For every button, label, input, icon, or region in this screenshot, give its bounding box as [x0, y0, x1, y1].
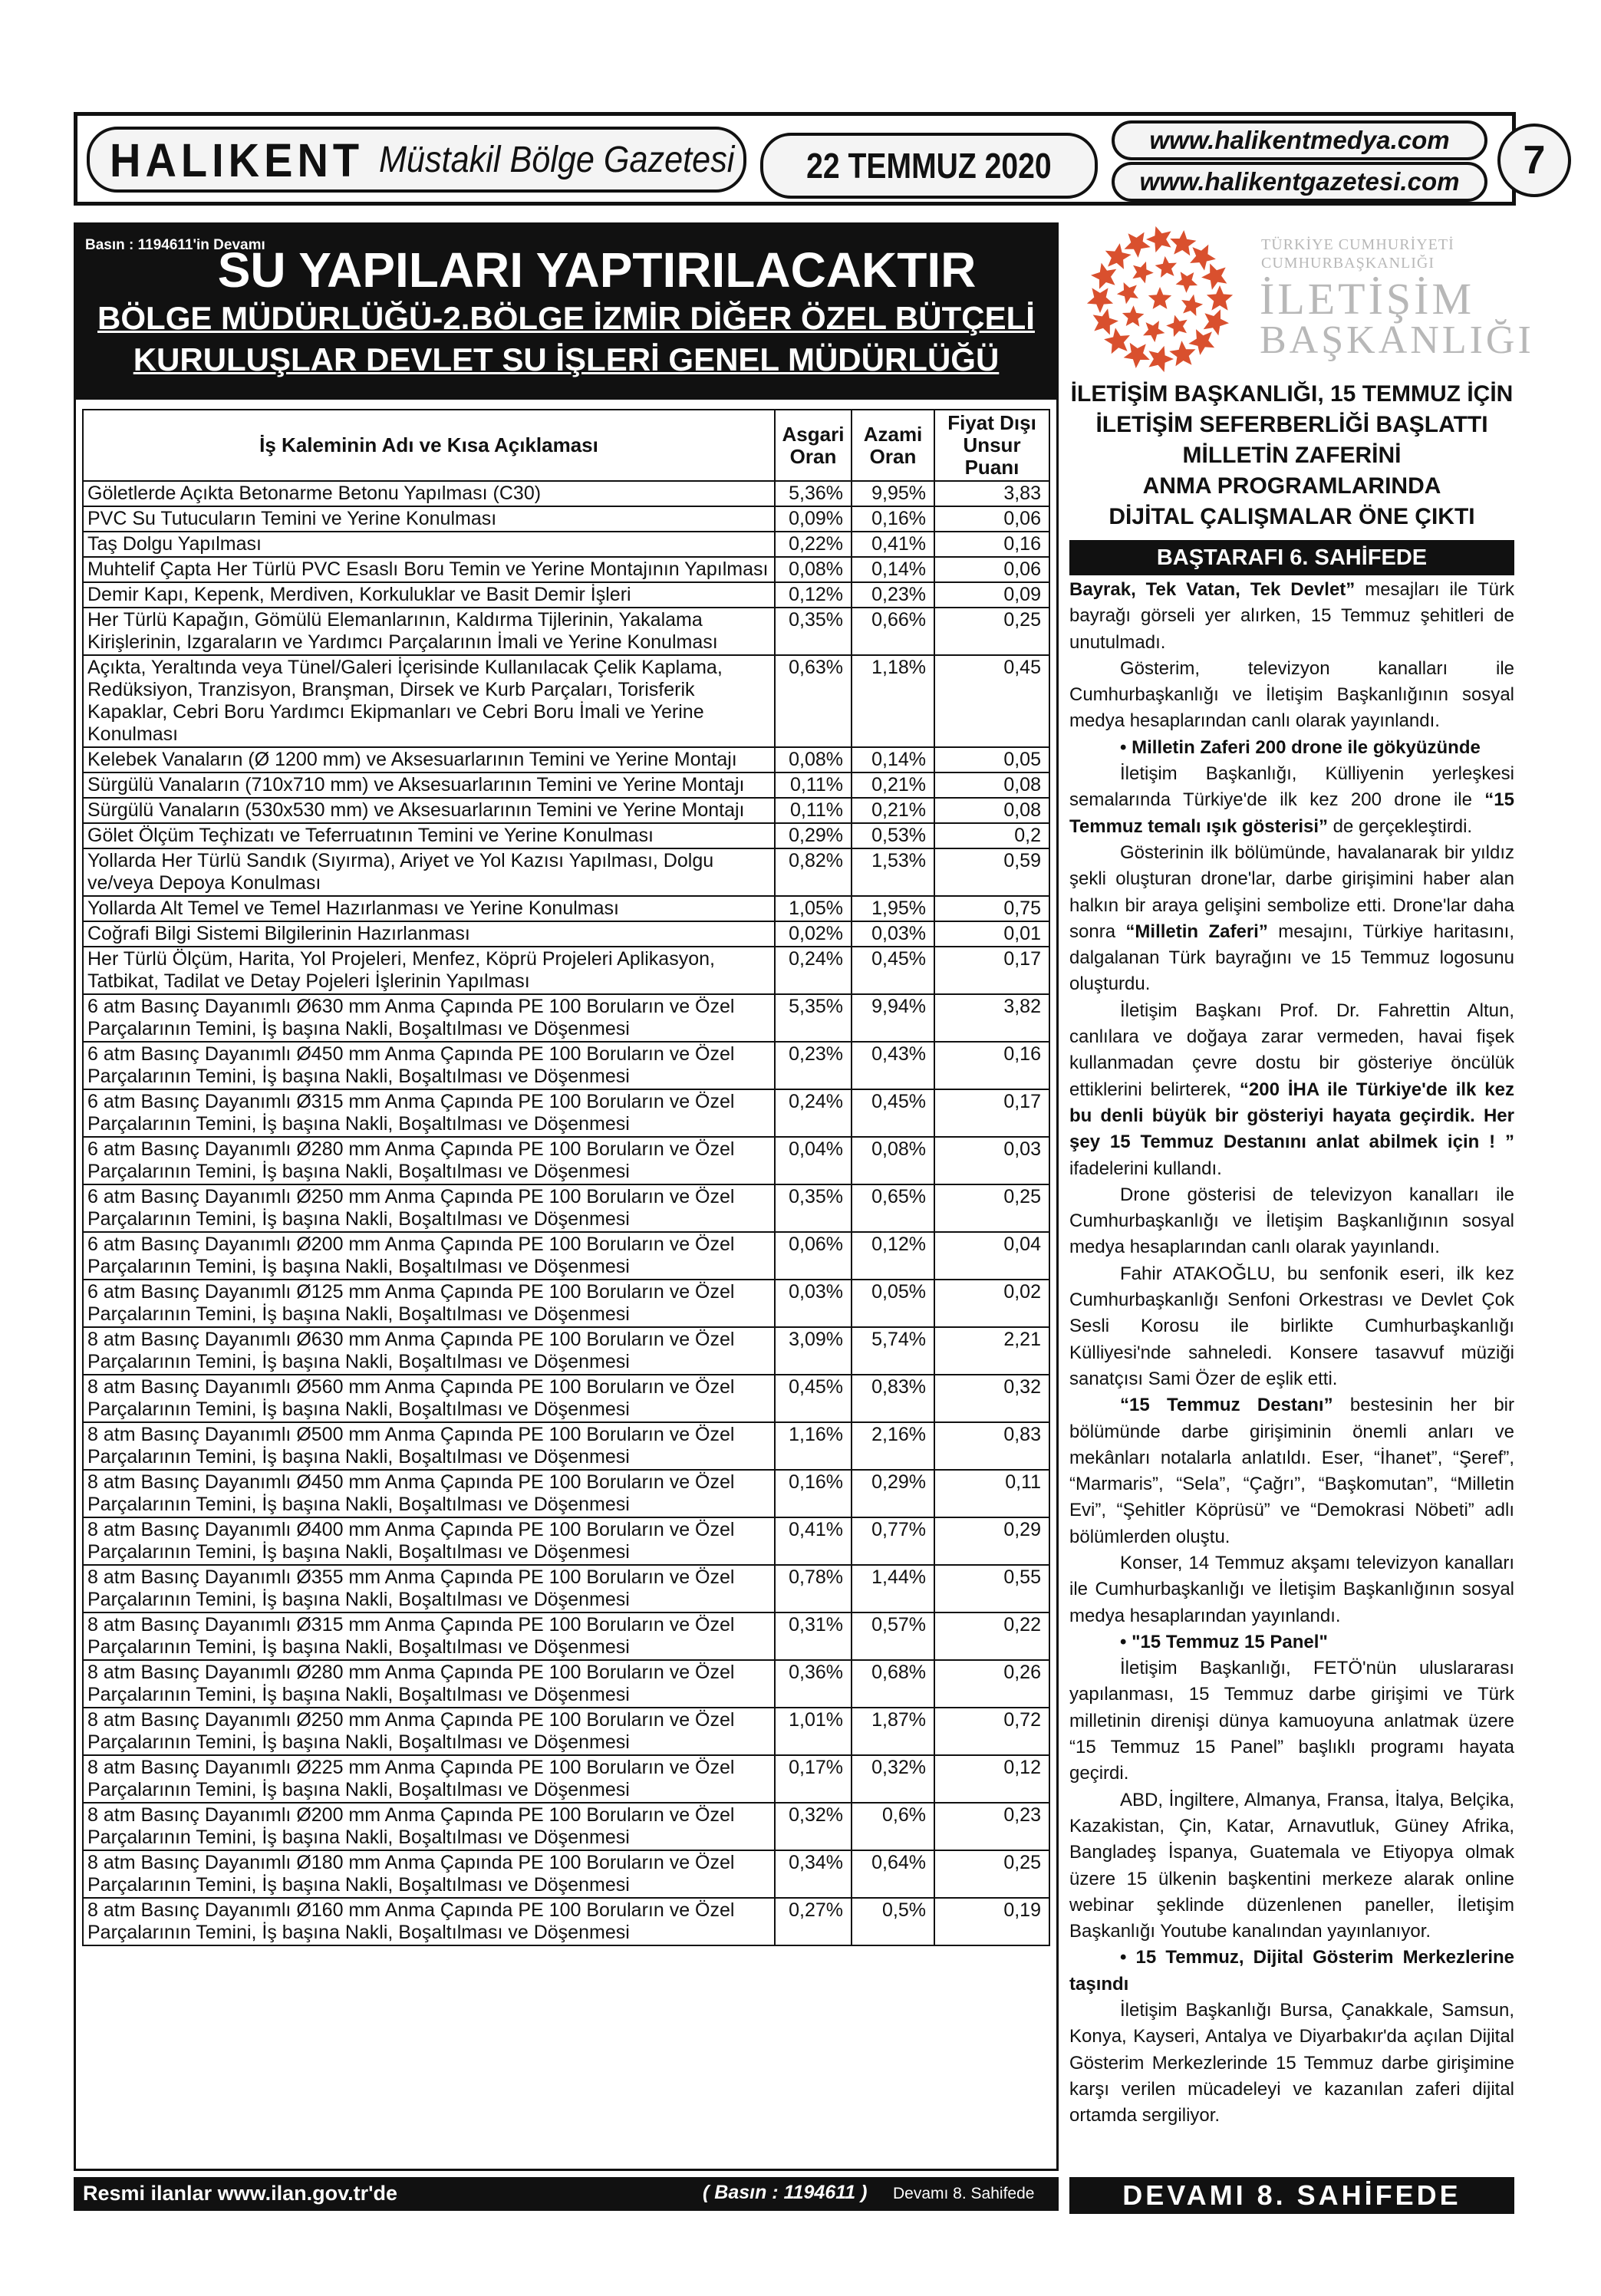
subheadline-1-text: BÖLGE MÜDÜRLÜĞÜ-2.BÖLGE İZMİR DİĞER ÖZEL BÜTÇELİ	[97, 300, 1035, 336]
nonprice-score-cell: 0,25	[934, 608, 1049, 655]
min-rate-cell: 0,11%	[775, 798, 852, 823]
max-rate-cell: 0,5%	[852, 1898, 934, 1945]
table-row	[83, 1375, 1049, 1422]
min-rate-cell: 0,04%	[775, 1137, 852, 1184]
nonprice-score-cell: 0,22	[934, 1612, 1049, 1660]
announcement-subheadline-1	[76, 300, 1056, 337]
bold-text: “200 İHA ile Türkiye'de ilk kez bu denli büyük bir gösteriyi hayata geçirdik. Her şey 15 Temmuz Destanını anlat abilmek için ! ”	[1069, 1079, 1514, 1153]
paragraph-text: İletişim Başkanlığı, Külliyenin yerleşkesi semalarında Türkiye'de ilk kez 200 drone ile	[1069, 763, 1514, 811]
table-row	[83, 798, 1049, 823]
nonprice-score-cell: 0,29	[934, 1517, 1049, 1565]
article-paragraph	[1069, 1261, 1514, 1392]
emblem-star	[1207, 285, 1233, 311]
table-body	[83, 481, 1049, 1945]
item-name-cell: 8 atm Basınç Dayanımlı Ø250 mm Anma Çapında PE 100 Boruların ve Özel Parçalarının Temini, İş başına Nakli, Boşaltılması ve Döşenmesi	[83, 1708, 775, 1755]
table-row	[83, 1089, 1049, 1137]
item-name-cell: Muhtelif Çapta Her Türlü PVC Esaslı Boru Temin ve Yerine Montajının Yapılması	[83, 557, 775, 582]
item-name-cell: Göletlerde Açıkta Betonarme Betonu Yapılması (C30)	[83, 481, 775, 506]
emblem-star	[1155, 256, 1177, 278]
item-name-cell: 6 atm Basınç Dayanımlı Ø315 mm Anma Çapında PE 100 Boruların ve Özel Parçalarının Temini, İş başına Nakli, Boşaltılması ve Döşenmesi	[83, 1089, 775, 1137]
emblem-star	[1143, 321, 1165, 342]
emblem-star	[1148, 287, 1171, 309]
item-name-cell: 6 atm Basınç Dayanımlı Ø450 mm Anma Çapında PE 100 Boruların ve Özel Parçalarının Temini, İş başına Nakli, Boşaltılması ve Döşenmesi	[83, 1042, 775, 1089]
item-name-cell: 8 atm Basınç Dayanımlı Ø180 mm Anma Çapında PE 100 Boruların ve Özel Parçalarının Temini, İş başına Nakli, Boşaltılması ve Döşenmesi	[83, 1850, 775, 1898]
item-name-cell: Her Türlü Kapağın, Gömülü Elemanlarının, Kaldırma Tijlerinin, Yakalama Kirişlerinin, Izgaraların ve Yardımcı Parçalarının İmali ve Yerine Konulması	[83, 608, 775, 655]
emblem-star	[1204, 309, 1229, 335]
min-rate-cell: 0,16%	[775, 1470, 852, 1517]
item-name-cell: Yollarda Alt Temel ve Temel Hazırlanması ve Yerine Konulması	[83, 896, 775, 921]
table-row	[83, 557, 1049, 582]
table-row	[83, 1137, 1049, 1184]
item-name-cell: 6 atm Basınç Dayanımlı Ø630 mm Anma Çapında PE 100 Boruların ve Özel Parçalarının Temini, İş başına Nakli, Boşaltılması ve Döşenmesi	[83, 994, 775, 1042]
nonprice-score-cell: 0,08	[934, 798, 1049, 823]
min-rate-cell: 0,45%	[775, 1375, 852, 1422]
announcement-headline: SU YAPILARI YAPTIRILACAKTIR	[217, 242, 977, 298]
max-rate-cell: 0,68%	[852, 1660, 934, 1708]
logo-line-2: CUMHURBAŞKANLIĞI	[1261, 255, 1435, 272]
min-rate-cell: 1,01%	[775, 1708, 852, 1755]
max-rate-cell: 0,77%	[852, 1517, 934, 1565]
max-rate-cell: 0,45%	[852, 947, 934, 994]
max-rate-cell: 0,05%	[852, 1280, 934, 1327]
table-row	[83, 608, 1049, 655]
nonprice-score-cell: 0,16	[934, 1042, 1049, 1089]
max-rate-cell: 0,08%	[852, 1137, 934, 1184]
emblem-star	[1125, 232, 1151, 258]
nonprice-score-cell: 0,11	[934, 1470, 1049, 1517]
emblem-star	[1087, 288, 1113, 313]
min-rate-cell: 5,36%	[775, 481, 852, 506]
article-paragraph	[1069, 656, 1514, 735]
nonprice-score-cell: 3,82	[934, 994, 1049, 1042]
max-rate-cell: 0,23%	[852, 582, 934, 608]
max-rate-cell: 2,16%	[852, 1422, 934, 1470]
table-row	[83, 1327, 1049, 1375]
min-rate-cell: 0,23%	[775, 1042, 852, 1089]
item-name-cell: 6 atm Basınç Dayanımlı Ø250 mm Anma Çapında PE 100 Boruların ve Özel Parçalarının Temini, İş başına Nakli, Boşaltılması ve Döşenmesi	[83, 1184, 775, 1232]
max-rate-cell: 5,74%	[852, 1327, 934, 1375]
item-name-cell: Yollarda Her Türlü Sandık (Sıyırma), Ariyet ve Yol Kazısı Yapılması, Dolgu ve/veya Depoya Konulması	[83, 848, 775, 896]
item-name-cell: Açıkta, Yeraltında veya Tünel/Galeri İçerisinde Kullanılacak Çelik Kaplama, Redüksiyon, Tranzisyon, Branşman, Dirsek ve Kurb Parçaları, Torisferik Kapaklar, Cebri Boru Yardımcı Ekipmanları ve Cebri Boru İmali ve Yerine Konulması	[83, 655, 775, 747]
min-rate-cell: 3,09%	[775, 1327, 852, 1375]
table-row	[83, 532, 1049, 557]
max-rate-cell: 0,53%	[852, 823, 934, 848]
min-rate-cell: 0,17%	[775, 1755, 852, 1803]
paragraph-text: bestesinin her bir bölümünde darbe girişiminin önemli anları ve mekânları notalarla anlatıldı. Eser, “İhanet”, “Şeref”, “Marmaris”, “Sela”, “Çağrı”, “Başkomutan”, “Milletin Evi”, “Şehitler Köprüsü” ve “Demokrasi Nöbeti” adlı bölümlerden oluştu.	[1069, 1395, 1514, 1547]
table-row	[83, 1708, 1049, 1755]
emblem-star	[1166, 315, 1188, 338]
item-name-cell: 8 atm Basınç Dayanımlı Ø500 mm Anma Çapında PE 100 Boruların ve Özel Parçalarının Temini, İş başına Nakli, Boşaltılması ve Döşenmesi	[83, 1422, 775, 1470]
nonprice-score-cell: 0,16	[934, 532, 1049, 557]
table-row	[83, 1517, 1049, 1565]
bold-text: Bayrak, Tek Vatan, Tek Devlet”	[1069, 579, 1356, 600]
item-name-cell: Sürgülü Vanaların (530x530 mm) ve Aksesuarlarının Temini ve Yerine Montajı	[83, 798, 775, 823]
nonprice-score-cell: 0,32	[934, 1375, 1049, 1422]
paragraph-text: Drone gösterisi de televizyon kanalları ile Cumhurbaşkanlığı ve İletişim Başkanlığının sosyal medya hesaplarından canlı olarak yayınlandı.	[1069, 1184, 1514, 1258]
paragraph-text: mesajını, Türkiye haritasını, dalgalanan Türk bayrağını ve 15 Temmuz logosunu oluşturdu.	[1069, 921, 1514, 995]
emblem-star	[1201, 264, 1227, 290]
max-rate-cell: 1,95%	[852, 896, 934, 921]
article-body	[1069, 577, 1514, 2157]
min-rate-cell: 0,24%	[775, 1089, 852, 1137]
nonprice-score-cell: 0,04	[934, 1232, 1049, 1280]
item-name-cell: Sürgülü Vanaların (710x710 mm) ve Aksesuarlarının Temini ve Yerine Montajı	[83, 772, 775, 798]
table-row	[83, 1280, 1049, 1327]
item-name-cell: 8 atm Basınç Dayanımlı Ø200 mm Anma Çapında PE 100 Boruların ve Özel Parçalarının Temini, İş başına Nakli, Boşaltılması ve Döşenmesi	[83, 1803, 775, 1850]
table-row	[83, 582, 1049, 608]
nonprice-score-cell: 0,2	[934, 823, 1049, 848]
star-emblem-icon	[1069, 222, 1253, 376]
min-rate-cell: 0,09%	[775, 506, 852, 532]
max-rate-cell: 0,65%	[852, 1184, 934, 1232]
max-rate-cell: 0,57%	[852, 1612, 934, 1660]
max-rate-cell: 0,03%	[852, 921, 934, 947]
item-name-cell: Taş Dolgu Yapılması	[83, 532, 775, 557]
continued-note: Devamı 8. Sahifede	[893, 2185, 1035, 2202]
bold-text: “Milletin Zaferi”	[1125, 921, 1268, 942]
table-row	[83, 1898, 1049, 1945]
min-rate-cell: 0,35%	[775, 608, 852, 655]
nonprice-score-cell: 0,75	[934, 896, 1049, 921]
min-rate-cell: 1,05%	[775, 896, 852, 921]
emblem-star	[1132, 262, 1154, 284]
nonprice-score-cell: 0,03	[934, 1137, 1049, 1184]
paragraph-text: İletişim Başkanlığı, FETÖ'nün uluslararası yapılanması, 15 Temmuz darbe girişimi ve Türk milletinin direnişi dünya kamuoyuna anlatmak üzere “15 Temmuz 15 Panel” başlıklı programı hayata geçirdi.	[1069, 1658, 1514, 1784]
article-paragraph	[1069, 761, 1514, 840]
min-rate-cell: 0,41%	[775, 1517, 852, 1565]
article-paragraph	[1069, 1392, 1514, 1550]
article-paragraph	[1069, 577, 1514, 656]
table-row	[83, 947, 1049, 994]
article-paragraph	[1069, 1629, 1514, 1655]
min-rate-cell: 0,02%	[775, 921, 852, 947]
table-row	[83, 1184, 1049, 1232]
announcement-header	[76, 225, 1056, 400]
article-title-line: İLETİŞİM SEFERBERLİĞİ BAŞLATTI	[1095, 412, 1488, 437]
item-name-cell: Her Türlü Ölçüm, Harita, Yol Projeleri, Menfez, Köprü Projeleri Aplikasyon, Tatbikat, Tadilat ve Detay Pojeleri İşlerinin Yapılması	[83, 947, 775, 994]
item-name-cell: 8 atm Basınç Dayanımlı Ø160 mm Anma Çapında PE 100 Boruların ve Özel Parçalarının Temini, İş başına Nakli, Boşaltılması ve Döşenmesi	[83, 1898, 775, 1945]
item-name-cell: 6 atm Basınç Dayanımlı Ø200 mm Anma Çapında PE 100 Boruların ve Özel Parçalarının Temini, İş başına Nakli, Boşaltılması ve Döşenmesi	[83, 1232, 775, 1280]
min-rate-cell: 0,32%	[775, 1803, 852, 1850]
nonprice-score-cell: 0,06	[934, 557, 1049, 582]
table-row	[83, 481, 1049, 506]
table-row	[83, 1612, 1049, 1660]
table-row	[83, 1755, 1049, 1803]
emblem-star	[1148, 346, 1174, 372]
bold-text: • "15 Temmuz 15 Panel"	[1120, 1631, 1328, 1652]
logo-line-1: TÜRKİYE CUMHURİYETİ	[1261, 236, 1454, 253]
max-rate-cell: 0,29%	[852, 1470, 934, 1517]
min-rate-cell: 0,35%	[775, 1184, 852, 1232]
work-items-table-container	[82, 409, 1050, 1946]
article-paragraph	[1069, 1998, 1514, 2129]
emblem-star	[1170, 230, 1196, 255]
nonprice-score-cell: 2,21	[934, 1327, 1049, 1375]
emblem-star	[1091, 263, 1116, 289]
min-rate-cell: 0,24%	[775, 947, 852, 994]
article-paragraph	[1069, 998, 1514, 1182]
max-rate-cell: 0,14%	[852, 747, 934, 772]
nonprice-score-cell: 0,59	[934, 848, 1049, 896]
min-rate-cell: 0,08%	[775, 557, 852, 582]
nonprice-score-cell: 0,25	[934, 1184, 1049, 1232]
table-row	[83, 747, 1049, 772]
article-title	[1069, 379, 1514, 532]
max-rate-cell: 0,14%	[852, 557, 934, 582]
header-min-rate: Asgari Oran	[775, 410, 852, 481]
header-item-name: İş Kaleminin Adı ve Kısa Açıklaması	[83, 410, 775, 481]
article-paragraph	[1069, 1787, 1514, 1945]
paragraph-text: Gösterinin ilk bölümünde, havalanarak bir yıldız şekli oluşturan drone'lar, darbe girişimini haber alan halkın bir araya gelişini sembolize etti. Drone'lar daha sonra	[1069, 842, 1514, 942]
iletisim-logo	[1069, 222, 1534, 376]
nonprice-score-cell: 0,02	[934, 1280, 1049, 1327]
nonprice-score-cell: 0,45	[934, 655, 1049, 747]
min-rate-cell: 0,06%	[775, 1232, 852, 1280]
nonprice-score-cell: 0,25	[934, 1850, 1049, 1898]
emblem-star	[1124, 343, 1150, 368]
announcement-footer	[74, 2177, 1059, 2211]
min-rate-cell: 0,03%	[775, 1280, 852, 1327]
paragraph-text: de gerçekleştirdi.	[1328, 815, 1473, 837]
max-rate-cell: 9,94%	[852, 994, 934, 1042]
min-rate-cell: 0,27%	[775, 1898, 852, 1945]
nonprice-score-cell: 0,12	[934, 1755, 1049, 1803]
item-name-cell: Gölet Ölçüm Teçhizatı ve Teferruatının Temini ve Yerine Konulması	[83, 823, 775, 848]
min-rate-cell: 0,11%	[775, 772, 852, 798]
max-rate-cell: 0,41%	[852, 532, 934, 557]
paragraph-text: İletişim Başkanı Prof. Dr. Fahrettin Altun, canlılara ve doğaya zarar vermeden, havai fişek kullanmadan çevre dostu bir gösteriye öncülük ettiklerini belirterek,	[1069, 1000, 1514, 1100]
item-name-cell: 8 atm Basınç Dayanımlı Ø400 mm Anma Çapında PE 100 Boruların ve Özel Parçalarının Temini, İş başına Nakli, Boşaltılması ve Döşenmesi	[83, 1517, 775, 1565]
table-row	[83, 655, 1049, 747]
max-rate-cell: 0,32%	[852, 1755, 934, 1803]
continued-from-banner: BAŞTARAFI 6. SAHİFEDE	[1069, 540, 1514, 575]
max-rate-cell: 0,83%	[852, 1375, 934, 1422]
emblem-star	[1122, 305, 1145, 327]
article-paragraph	[1069, 1182, 1514, 1261]
issue-date-text: 22 TEMMUZ 2020	[806, 146, 1052, 186]
table-row	[83, 1470, 1049, 1517]
item-name-cell: 8 atm Basınç Dayanımlı Ø280 mm Anma Çapında PE 100 Boruların ve Özel Parçalarının Temini, İş başına Nakli, Boşaltılması ve Döşenmesi	[83, 1660, 775, 1708]
nonprice-score-cell: 0,55	[934, 1565, 1049, 1612]
max-rate-cell: 0,45%	[852, 1089, 934, 1137]
article-paragraph	[1069, 1550, 1514, 1629]
nonprice-score-cell: 0,06	[934, 506, 1049, 532]
paragraph-text: ifadelerini kullandı.	[1069, 1158, 1222, 1179]
header-max-rate: Azami Oran	[852, 410, 934, 481]
max-rate-cell: 0,16%	[852, 506, 934, 532]
bold-text: “15 Temmuz Destanı”	[1120, 1395, 1333, 1416]
subheadline-2-text: KURULUŞLAR DEVLET SU İŞLERİ GENEL MÜDÜRLÜĞÜ	[133, 341, 1000, 377]
min-rate-cell: 0,63%	[775, 655, 852, 747]
article-title-line: ANMA PROGRAMLARINDA	[1142, 473, 1441, 499]
table-row	[83, 1850, 1049, 1898]
table-row	[83, 1422, 1049, 1470]
article-paragraph	[1069, 1655, 1514, 1787]
table-row	[83, 921, 1049, 947]
min-rate-cell: 5,35%	[775, 994, 852, 1042]
max-rate-cell: 1,53%	[852, 848, 934, 896]
table-row	[83, 1042, 1049, 1089]
table-header-row	[83, 410, 1049, 481]
paragraph-text: Konser, 14 Temmuz akşamı televizyon kanalları ile Cumhurbaşkanlığı ve İletişim Başkanlığının sosyal medya hesaplarından yayınlandı.	[1069, 1552, 1514, 1626]
logo-line-3: İLETİŞİM	[1260, 274, 1475, 324]
max-rate-cell: 0,12%	[852, 1232, 934, 1280]
nonprice-score-cell: 0,01	[934, 921, 1049, 947]
item-name-cell: 8 atm Basınç Dayanımlı Ø355 mm Anma Çapında PE 100 Boruların ve Özel Parçalarının Temini, İş başına Nakli, Boşaltılması ve Döşenmesi	[83, 1565, 775, 1612]
max-rate-cell: 9,95%	[852, 481, 934, 506]
item-name-cell: 6 atm Basınç Dayanımlı Ø125 mm Anma Çapında PE 100 Boruların ve Özel Parçalarının Temini, İş başına Nakli, Boşaltılması ve Döşenmesi	[83, 1280, 775, 1327]
emblem-star	[1117, 282, 1138, 304]
item-name-cell: 8 atm Basınç Dayanımlı Ø225 mm Anma Çapında PE 100 Boruların ve Özel Parçalarının Temini, İş başına Nakli, Boşaltılması ve Döşenmesi	[83, 1755, 775, 1803]
emblem-star	[1146, 226, 1171, 252]
press-reference: Basın : 1194611'in Devamı	[85, 237, 265, 253]
paragraph-text: Fahir ATAKOĞLU, bu senfonik eseri, ilk kez Cumhurbaşkanlığı Senfoni Orkestrası ve Devlet Çok Sesli Korosu ile birlikte Cumhurbaşkanlığı Külliyesi'nde sahneledi. Konsere tasavvuf müziği sanatçısı Sami Özer de eşlik etti.	[1069, 1263, 1514, 1389]
bold-text: “15 Temmuz temalı ışık gösterisi”	[1069, 789, 1514, 837]
max-rate-cell: 0,64%	[852, 1850, 934, 1898]
announcement-subheadline-2	[76, 341, 1056, 378]
article-paragraph	[1069, 840, 1514, 998]
nonprice-score-cell: 0,23	[934, 1803, 1049, 1850]
page-number: 7	[1497, 124, 1571, 197]
article-title-line: MİLLETİN ZAFERİNİ	[1182, 443, 1402, 468]
website-link-2[interactable]: www.halikentgazetesi.com	[1112, 162, 1487, 202]
paragraph-text: İletişim Başkanlığı Bursa, Çanakkale, Samsun, Konya, Kayseri, Antalya ve Diyarbakır'da açılan Dijital Gösterim Merkezlerinde 15 Temmuz darbe girişimine karşı verilen mücadeleyi ve kazanılan zaferi dijital ortamda sergiliyor.	[1069, 2000, 1514, 2126]
max-rate-cell: 1,18%	[852, 655, 934, 747]
max-rate-cell: 0,21%	[852, 772, 934, 798]
item-name-cell: 8 atm Basınç Dayanımlı Ø630 mm Anma Çapında PE 100 Boruların ve Özel Parçalarının Temini, İş başına Nakli, Boşaltılması ve Döşenmesi	[83, 1327, 775, 1375]
item-name-cell: Demir Kapı, Kepenk, Merdiven, Korkuluklar ve Basit Demir İşleri	[83, 582, 775, 608]
emblem-star	[1093, 308, 1118, 334]
item-name-cell: PVC Su Tutucuların Temini ve Yerine Konulması	[83, 506, 775, 532]
work-items-table	[82, 409, 1050, 1946]
max-rate-cell: 1,87%	[852, 1708, 934, 1755]
table-row	[83, 1232, 1049, 1280]
item-name-cell: Coğrafi Bilgi Sistemi Bilgilerinin Hazırlanması	[83, 921, 775, 947]
paragraph-text: ABD, İngiltere, Almanya, Fransa, İtalya, Belçika, Kazakistan, Çin, Katar, Arnavutluk, Güney Afrika, Bangladeş İspanya, Guatemala ve Etiyopya olmak üzere 15 ülkenin başkentini merkeze alarak online webinar şeklinde düzenlenen paneller, İletişim Başkanlığı Youtube kanalından yayınlanıyor.	[1069, 1789, 1514, 1942]
table-row	[83, 823, 1049, 848]
emblem-star	[1169, 341, 1195, 366]
website-link-1[interactable]: www.halikentmedya.com	[1112, 120, 1487, 160]
press-number: ( Basın : 1194611 )	[703, 2182, 868, 2203]
item-name-cell: 8 atm Basınç Dayanımlı Ø450 mm Anma Çapında PE 100 Boruların ve Özel Parçalarının Temini, İş başına Nakli, Boşaltılması ve Döşenmesi	[83, 1470, 775, 1517]
item-name-cell: 8 atm Basınç Dayanımlı Ø560 mm Anma Çapında PE 100 Boruların ve Özel Parçalarının Temini, İş başına Nakli, Boşaltılması ve Döşenmesi	[83, 1375, 775, 1422]
nonprice-score-cell: 0,09	[934, 582, 1049, 608]
table-row	[83, 994, 1049, 1042]
item-name-cell: 6 atm Basınç Dayanımlı Ø280 mm Anma Çapında PE 100 Boruların ve Özel Parçalarının Temini, İş başına Nakli, Boşaltılması ve Döşenmesi	[83, 1137, 775, 1184]
min-rate-cell: 0,12%	[775, 582, 852, 608]
max-rate-cell: 1,44%	[852, 1565, 934, 1612]
newspaper-subtitle: Müstakil Bölge Gazetesi	[379, 139, 735, 180]
emblem-star	[1181, 295, 1203, 316]
min-rate-cell: 0,34%	[775, 1850, 852, 1898]
newspaper-name: HALIKENT	[110, 133, 364, 186]
min-rate-cell: 1,16%	[775, 1422, 852, 1470]
table-row	[83, 1803, 1049, 1850]
nonprice-score-cell: 0,83	[934, 1422, 1049, 1470]
masthead	[74, 112, 1546, 206]
nonprice-score-cell: 0,05	[934, 747, 1049, 772]
nonprice-score-cell: 0,19	[934, 1898, 1049, 1945]
logo-line-4: BAŞKANLIĞI	[1260, 318, 1534, 362]
max-rate-cell: 0,6%	[852, 1803, 934, 1850]
table-row	[83, 896, 1049, 921]
continued-on-banner: DEVAMI 8. SAHİFEDE	[1069, 2177, 1514, 2214]
article-paragraph	[1069, 1945, 1514, 1998]
min-rate-cell: 0,78%	[775, 1565, 852, 1612]
max-rate-cell: 0,43%	[852, 1042, 934, 1089]
table-row	[83, 506, 1049, 532]
article-title-line: İLETİŞİM BAŞKANLIĞI, 15 TEMMUZ İÇİN	[1070, 381, 1514, 407]
max-rate-cell: 0,21%	[852, 798, 934, 823]
min-rate-cell: 0,08%	[775, 747, 852, 772]
bold-text: • Milletin Zaferi 200 drone ile gökyüzünde	[1120, 736, 1481, 758]
announcement-box	[74, 222, 1059, 2171]
paragraph-text: Gösterim, televizyon kanalları ile Cumhurbaşkanlığı ve İletişim Başkanlığının sosyal medya hesaplarından canlı olarak yayınlandı.	[1069, 657, 1514, 732]
max-rate-cell: 0,66%	[852, 608, 934, 655]
min-rate-cell: 0,36%	[775, 1660, 852, 1708]
official-ads-link[interactable]: Resmi ilanlar www.ilan.gov.tr'de	[83, 2182, 398, 2205]
table-row	[83, 1660, 1049, 1708]
min-rate-cell: 0,29%	[775, 823, 852, 848]
table-row	[83, 1565, 1049, 1612]
item-name-cell: 8 atm Basınç Dayanımlı Ø315 mm Anma Çapında PE 100 Boruların ve Özel Parçalarının Temini, İş başına Nakli, Boşaltılması ve Döşenmesi	[83, 1612, 775, 1660]
header-nonprice-score: Fiyat Dışı Unsur Puanı	[934, 410, 1049, 481]
issue-date	[760, 133, 1098, 199]
nonprice-score-cell: 0,17	[934, 947, 1049, 994]
nonprice-score-cell: 3,83	[934, 481, 1049, 506]
article-title-line: DİJİTAL ÇALIŞMALAR ÖNE ÇIKTI	[1109, 504, 1475, 529]
min-rate-cell: 0,82%	[775, 848, 852, 896]
table-row	[83, 772, 1049, 798]
min-rate-cell: 0,22%	[775, 532, 852, 557]
table-row	[83, 848, 1049, 896]
nonprice-score-cell: 0,08	[934, 772, 1049, 798]
min-rate-cell: 0,31%	[775, 1612, 852, 1660]
brand-pill	[87, 127, 746, 193]
bold-text: • 15 Temmuz, Dijital Gösterim Merkezlerine taşındı	[1069, 1947, 1514, 1995]
article-paragraph	[1069, 735, 1514, 761]
nonprice-score-cell: 0,72	[934, 1708, 1049, 1755]
emblem-star	[1176, 272, 1198, 293]
nonprice-score-cell: 0,17	[934, 1089, 1049, 1137]
item-name-cell: Kelebek Vanaların (Ø 1200 mm) ve Aksesuarlarının Temini ve Yerine Montajı	[83, 747, 775, 772]
paragraph-text: mesajları ile Türk bayrağı görseli yer alırken, 15 Temmuz şehitleri de unutulmadı.	[1069, 579, 1514, 653]
nonprice-score-cell: 0,26	[934, 1660, 1049, 1708]
